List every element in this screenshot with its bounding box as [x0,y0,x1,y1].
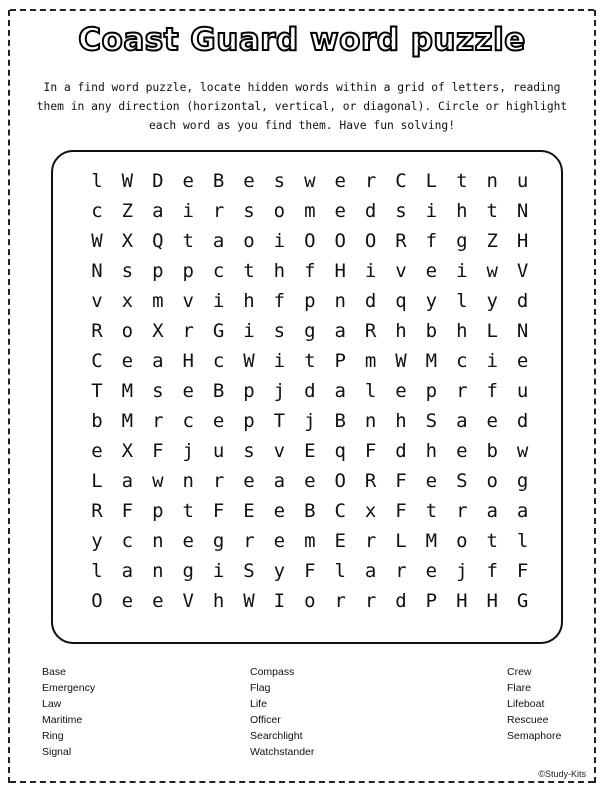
grid-letter[interactable]: e [182,380,194,402]
grid-letter[interactable]: O [91,590,103,612]
grid-letter[interactable]: a [212,230,225,252]
grid-letter[interactable]: G [212,320,225,342]
grid-letter[interactable]: G [516,590,529,612]
grid-letter[interactable]: c [91,200,103,222]
grid-letter[interactable]: g [304,320,316,342]
grid-letter[interactable]: v [273,440,286,462]
grid-letter[interactable]: V [516,260,529,282]
grid-letter[interactable]: i [364,260,377,282]
grid-letter[interactable]: l [334,560,346,582]
grid-row [53,196,561,226]
grid-letter[interactable]: T [273,410,286,432]
grid-letter[interactable]: W [243,590,255,612]
word-list-item: Rescuee [507,714,549,726]
grid-letter[interactable]: R [364,320,377,342]
grid-letter[interactable]: r [364,170,377,192]
grid-letter[interactable]: r [212,200,225,222]
grid-letter[interactable]: O [334,470,346,492]
grid-letter[interactable]: r [395,560,407,582]
grid-letter[interactable]: C [334,500,346,522]
grid-letter[interactable]: a [152,200,164,222]
grid-letter[interactable]: t [182,230,194,252]
grid-letter[interactable]: h [212,590,225,612]
grid-letter[interactable]: c [456,350,468,372]
bottom-border [10,781,594,783]
grid-letter[interactable]: i [182,200,194,222]
grid-letter[interactable]: g [456,230,468,252]
grid-letter[interactable]: n [182,470,194,492]
grid-letter[interactable]: e [334,200,346,222]
grid-letter[interactable]: c [212,350,225,372]
grid-letter[interactable]: a [456,410,468,432]
grid-letter[interactable]: V [182,590,194,612]
grid-letter[interactable]: Q [152,230,164,252]
grid-letter[interactable]: P [334,350,346,372]
grid-letter[interactable]: r [334,590,346,612]
grid-letter[interactable]: F [212,500,225,522]
grid-letter[interactable]: t [486,200,498,222]
grid-row [53,256,561,286]
grid-letter[interactable]: a [273,470,286,492]
right-border [594,10,596,783]
grid-letter[interactable]: e [243,170,255,192]
grid-letter[interactable]: W [395,350,407,372]
grid-letter[interactable]: d [395,440,407,462]
grid-letter[interactable]: R [364,470,377,492]
grid-letter[interactable]: d [364,290,377,312]
word-list-item: Officer [250,714,281,726]
grid-letter[interactable]: c [121,530,134,552]
grid-letter[interactable]: F [152,440,164,462]
grid-letter[interactable]: l [516,530,529,552]
grid-letter[interactable]: g [182,560,194,582]
word-list-item: Crew [507,666,532,678]
grid-letter[interactable]: D [152,170,164,192]
grid-letter[interactable]: p [182,260,194,282]
grid-letter[interactable]: F [304,560,316,582]
grid-letter[interactable]: i [273,230,286,252]
grid-letter[interactable]: f [304,260,316,282]
grid-letter[interactable]: F [516,560,529,582]
grid-letter[interactable]: h [425,440,438,462]
grid-letter[interactable]: s [273,170,286,192]
grid-letter[interactable]: n [152,530,164,552]
word-list-item: Signal [42,746,72,758]
grid-letter[interactable]: o [243,230,255,252]
grid-letter[interactable]: e [425,260,438,282]
grid-letter[interactable]: b [91,410,103,432]
grid-letter[interactable]: h [243,290,255,312]
grid-letter[interactable]: e [273,500,286,522]
word-list-item: Compass [250,666,295,678]
grid-letter[interactable]: e [425,470,438,492]
word-list-item: Searchlight [250,730,303,742]
grid-letter[interactable]: f [486,380,498,402]
grid-letter[interactable]: v [91,290,103,312]
grid-letter[interactable]: N [91,260,103,282]
grid-letter[interactable]: e [212,410,225,432]
instructions-text: In a find word puzzle, locate hidden words within a grid of letters, reading them in any direction (horizontal, vertical, or diagonal). Circle or highlight each word as you find them. Have fun solving! [36,81,568,132]
grid-letter[interactable]: F [395,470,407,492]
grid-letter[interactable]: i [273,350,286,372]
grid-letter[interactable]: a [334,320,346,342]
grid-letter[interactable]: H [334,260,346,282]
grid-letter[interactable]: u [516,170,529,192]
grid-letter[interactable]: r [243,530,255,552]
grid-letter[interactable]: e [121,590,134,612]
grid-letter[interactable]: M [121,410,134,432]
grid-letter[interactable]: T [91,380,103,402]
grid-letter[interactable]: a [152,350,164,372]
grid-letter[interactable]: b [486,440,498,462]
grid-letter[interactable]: l [456,290,468,312]
grid-letter[interactable]: E [243,500,255,522]
grid-letter[interactable]: j [273,380,286,402]
grid-letter[interactable]: W [243,350,255,372]
grid-letter[interactable]: H [516,230,529,252]
grid-letter[interactable]: h [456,320,468,342]
grid-letter[interactable]: e [152,590,164,612]
word-list-item: Life [250,698,267,710]
grid-letter[interactable]: e [273,530,286,552]
grid-letter[interactable]: H [486,590,498,612]
grid-letter[interactable]: a [486,500,498,522]
word-list-item: Base [42,666,66,678]
grid-letter[interactable]: X [152,320,164,342]
grid-letter[interactable]: p [304,290,316,312]
grid-letter[interactable]: y [273,560,286,582]
grid-row [53,376,561,406]
grid-letter[interactable]: n [486,170,498,192]
grid-letter[interactable]: e [182,530,194,552]
grid-letter[interactable]: S [425,410,438,432]
grid-letter[interactable]: i [486,350,498,372]
grid-row [53,556,561,586]
grid-letter[interactable]: v [395,260,407,282]
grid-letter[interactable]: F [364,440,377,462]
grid-letter[interactable]: p [425,380,438,402]
grid-letter[interactable]: M [425,530,438,552]
grid-letter[interactable]: c [212,260,225,282]
grid-letter[interactable]: R [91,320,103,342]
left-border [8,10,10,783]
grid-letter[interactable]: f [486,560,498,582]
grid-letter[interactable]: s [152,380,164,402]
grid-letter[interactable]: d [516,410,529,432]
word-list-item: Law [42,698,62,710]
grid-letter[interactable]: v [182,290,194,312]
grid-letter[interactable]: i [425,200,438,222]
grid-row [53,586,561,616]
grid-row [53,436,561,466]
grid-letter[interactable]: g [212,530,225,552]
grid-row [53,166,561,196]
grid-letter[interactable]: R [395,230,407,252]
grid-letter[interactable]: h [395,320,407,342]
grid-letter[interactable]: q [395,290,407,312]
grid-letter[interactable]: m [364,350,377,372]
grid-letter[interactable]: n [334,290,346,312]
grid-letter[interactable]: r [364,590,377,612]
grid-letter[interactable]: u [212,440,225,462]
grid-letter[interactable]: t [182,500,194,522]
grid-letter[interactable]: r [212,470,225,492]
grid-letter[interactable]: W [91,230,103,252]
grid-letter[interactable]: p [152,260,164,282]
grid-letter[interactable]: e [516,350,529,372]
grid-letter[interactable]: w [486,260,498,282]
grid-letter[interactable]: e [334,170,346,192]
grid-letter[interactable]: M [425,350,438,372]
grid-letter[interactable]: B [334,410,346,432]
grid-letter[interactable]: e [182,170,194,192]
grid-row [53,526,561,556]
grid-letter[interactable]: h [395,410,407,432]
grid-letter[interactable]: e [425,560,438,582]
grid-letter[interactable]: e [243,470,255,492]
word-list-item: Flare [507,682,531,694]
grid-letter[interactable]: t [456,170,468,192]
grid-letter[interactable]: a [121,560,134,582]
grid-letter[interactable]: t [425,500,438,522]
grid-letter[interactable]: o [456,530,468,552]
grid-letter[interactable]: y [425,290,438,312]
grid-letter[interactable]: R [91,500,103,522]
grid-letter[interactable]: X [121,440,134,462]
grid-letter[interactable]: q [334,440,346,462]
word-list-item: Semaphore [507,730,562,742]
letter-grid [51,150,563,644]
grid-letter[interactable]: s [273,320,286,342]
grid-letter[interactable]: F [395,500,407,522]
grid-letter[interactable]: O [334,230,346,252]
grid-letter[interactable]: d [364,200,377,222]
grid-letter[interactable]: f [273,290,286,312]
grid-letter[interactable]: N [516,320,529,342]
grid-letter[interactable]: a [516,500,529,522]
grid-letter[interactable]: e [456,440,468,462]
grid-letter[interactable]: H [182,350,194,372]
grid-letter[interactable]: P [425,590,438,612]
grid-letter[interactable]: O [304,230,316,252]
grid-row [53,226,561,256]
grid-row [53,286,561,316]
grid-letter[interactable]: e [304,470,316,492]
grid-letter[interactable]: s [243,200,255,222]
word-list-item: Lifeboat [507,698,545,710]
top-border [10,9,594,11]
word-list-column-1 [42,664,95,760]
grid-letter[interactable]: F [121,500,134,522]
grid-letter[interactable]: o [121,320,134,342]
grid-letter[interactable]: l [91,170,103,192]
grid-letter[interactable]: r [182,320,194,342]
grid-letter[interactable]: s [121,260,134,282]
grid-letter[interactable]: e [91,440,103,462]
grid-letter[interactable]: j [304,410,316,432]
grid-letter[interactable]: i [212,290,225,312]
grid-letter[interactable]: w [152,470,164,492]
grid-letter[interactable]: p [243,410,255,432]
grid-letter[interactable]: d [516,290,529,312]
grid-letter[interactable]: I [273,590,286,612]
grid-row [53,316,561,346]
word-list-column-3 [507,664,561,744]
grid-letter[interactable]: e [121,350,134,372]
grid-letter[interactable]: o [486,470,498,492]
grid-letter[interactable]: t [486,530,498,552]
grid-letter[interactable]: C [395,170,407,192]
grid-letter[interactable]: x [121,290,134,312]
grid-letter[interactable]: L [425,170,438,192]
grid-letter[interactable]: L [91,470,103,492]
grid-letter[interactable]: t [243,260,255,282]
grid-letter[interactable]: r [152,410,164,432]
grid-letter[interactable]: d [304,380,316,402]
grid-letter[interactable]: u [516,380,529,402]
grid-letter[interactable]: e [486,410,498,432]
grid-letter[interactable]: y [91,530,103,552]
grid-letter[interactable]: C [91,350,103,372]
grid-letter[interactable]: t [304,350,316,372]
grid-letter[interactable]: L [486,320,498,342]
grid-letter[interactable]: w [516,440,529,462]
grid-letter[interactable]: s [395,200,407,222]
grid-letter[interactable]: e [395,380,407,402]
word-list-item: Maritime [42,714,83,726]
grid-letter[interactable]: Z [486,230,498,252]
grid-letter[interactable]: E [334,530,346,552]
grid-letter[interactable]: h [273,260,286,282]
grid-letter[interactable]: l [91,560,103,582]
grid-letter[interactable]: p [243,380,255,402]
grid-letter[interactable]: m [152,290,164,312]
word-list-item: Flag [250,682,271,694]
page-title: Coast Guard word puzzle [78,22,526,58]
grid-letter[interactable]: Z [121,200,134,222]
grid-letter[interactable]: L [395,530,407,552]
grid-letter[interactable]: i [243,320,255,342]
grid-letter[interactable]: g [516,470,529,492]
grid-letter[interactable]: i [456,260,468,282]
grid-letter[interactable]: W [121,170,134,192]
grid-row [53,406,561,436]
grid-letter[interactable]: o [273,200,286,222]
grid-letter[interactable]: b [425,320,438,342]
word-list-item: Emergency [42,682,96,694]
grid-letter[interactable]: l [364,380,377,402]
grid-letter[interactable]: d [395,590,407,612]
grid-row [53,496,561,526]
grid-letter[interactable]: r [456,500,468,522]
grid-letter[interactable]: s [243,440,255,462]
grid-letter[interactable]: S [456,470,468,492]
grid-letter[interactable]: a [121,470,134,492]
grid-letter[interactable]: n [152,560,164,582]
grid-letter[interactable]: m [304,530,316,552]
word-list-item: Watchstander [250,746,315,758]
grid-letter[interactable]: j [456,560,468,582]
grid-letter[interactable]: f [425,230,438,252]
grid-letter[interactable]: a [364,560,377,582]
grid-letter[interactable]: S [243,560,255,582]
grid-letter[interactable]: M [121,380,134,402]
grid-letter[interactable]: x [364,500,377,522]
grid-letter[interactable]: B [212,380,225,402]
grid-letter[interactable]: n [364,410,377,432]
grid-row [53,466,561,496]
grid-letter[interactable]: B [304,500,316,522]
grid-letter[interactable]: w [304,170,316,192]
grid-letter[interactable]: o [304,590,316,612]
grid-letter[interactable]: B [212,170,225,192]
grid-letter[interactable]: r [456,380,468,402]
grid-letter[interactable]: c [182,410,194,432]
grid-letter[interactable]: y [486,290,498,312]
grid-letter[interactable]: j [182,440,194,462]
word-list-item: Ring [42,730,64,742]
grid-letter[interactable]: h [456,200,468,222]
grid-letter[interactable]: p [152,500,164,522]
copyright-text: ©Study-Kits [538,769,586,779]
grid-letter[interactable]: r [364,530,377,552]
grid-letter[interactable]: i [212,560,225,582]
grid-letter[interactable]: O [364,230,377,252]
grid-row [53,346,561,376]
grid-letter[interactable]: m [304,200,316,222]
grid-letter[interactable]: a [334,380,346,402]
grid-letter[interactable]: E [304,440,316,462]
grid-letter[interactable]: H [456,590,468,612]
grid-letter[interactable]: X [121,230,134,252]
word-list-column-2 [250,664,314,760]
grid-letter[interactable]: N [516,200,529,222]
